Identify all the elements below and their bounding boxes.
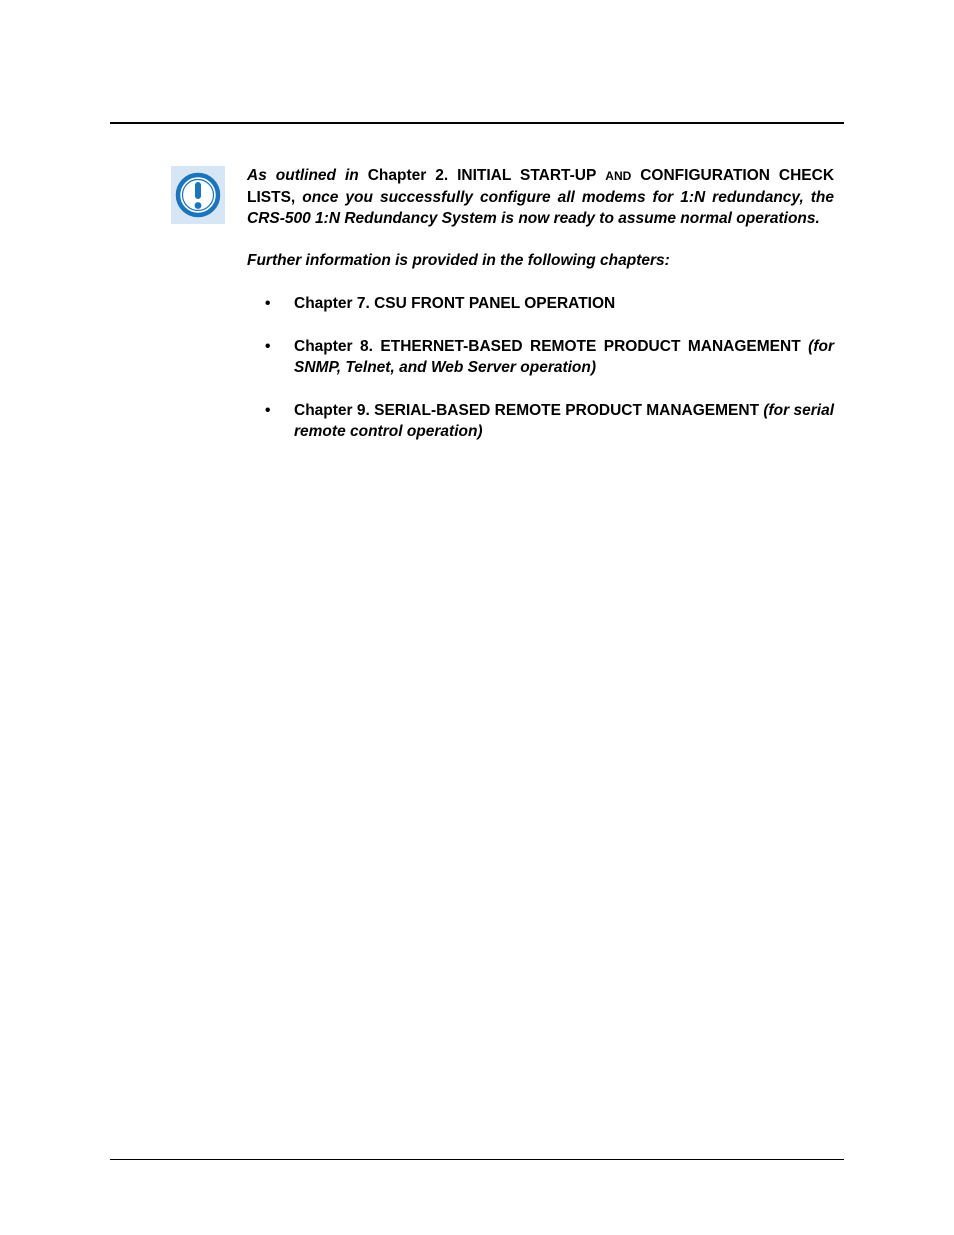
notice-body [247, 165, 834, 442]
chapter-list-item [247, 336, 834, 378]
exclamation-circle-icon [171, 166, 225, 224]
chapter-title: Chapter 7. CSU FRONT PANEL OPERATION [294, 295, 616, 312]
notice-intro [247, 165, 834, 229]
intro-and-word: AND [605, 169, 632, 183]
footer-rule [110, 1159, 844, 1160]
chapter-list [247, 293, 834, 442]
bullet-icon: • [265, 295, 271, 312]
intro-chapter-ref-end: CONFIGURATION CHECK LISTS, [247, 167, 835, 206]
chapter-list-item [247, 400, 834, 442]
bullet-icon: • [265, 402, 271, 419]
header-rule [110, 122, 844, 124]
further-info-text: Further information is provided in the following chapters: [247, 252, 670, 269]
exclamation-circle-icon-glyph [174, 171, 222, 219]
chapter-note: (for SNMP, Telnet, and Web Server operation) [294, 338, 834, 376]
chapter-list-item [247, 293, 834, 314]
chapter-title: Chapter 8. ETHERNET-BASED REMOTE PRODUCT MANAGEMENT [294, 338, 801, 355]
intro-chapter-ref: Chapter 2. INITIAL START-UP [367, 167, 597, 184]
intro-lead: As outlined in [247, 167, 359, 184]
intro-body: once you successfully configure all modems for 1:N redundancy, the CRS-500 1:N Redundancy System is now ready to assume normal operations. [247, 189, 834, 227]
chapter-note: (for serial remote control operation) [294, 402, 834, 440]
chapter-title: Chapter 9. SERIAL-BASED REMOTE PRODUCT MANAGEMENT [294, 402, 760, 419]
bullet-icon: • [265, 338, 271, 355]
